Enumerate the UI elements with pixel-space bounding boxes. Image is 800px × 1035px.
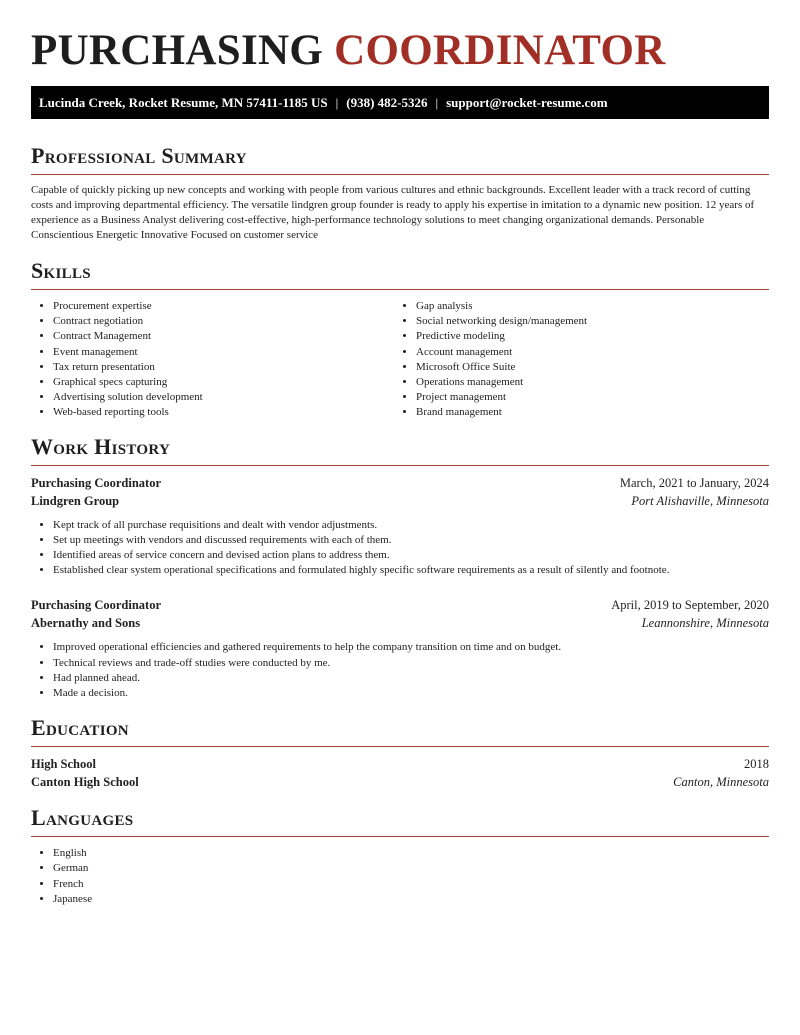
summary-heading: Professional Summary: [31, 143, 247, 168]
skills-columns: [31, 299, 769, 421]
skill-item: • Event management: [53, 345, 394, 360]
skills-column-left: [31, 299, 394, 421]
skill-item: • Tax return presentation: [53, 360, 394, 375]
skills-section: [31, 258, 769, 421]
job-company: Abernathy and Sons: [31, 616, 141, 631]
language-item: • English: [53, 846, 769, 861]
contact-email: support@rocket-resume.com: [446, 94, 608, 110]
skill-item: • Procurement expertise: [53, 299, 394, 314]
education-section: [31, 715, 769, 791]
page-title: [31, 0, 769, 86]
job-bullet: • Identified areas of service concern and devised action plans to address them.: [53, 548, 769, 563]
skill-item: • Predictive modeling: [416, 329, 757, 344]
contact-separator: |: [335, 94, 339, 110]
title-plain: PURCHASING: [31, 27, 324, 74]
job-bullet: • Established clear system operational specifications and formulated highly specific software requirements as a result of silently and footnote.: [53, 563, 769, 578]
job-company-row: [31, 492, 769, 510]
skill-item: • Social networking design/management: [416, 314, 757, 329]
contact-separator: |: [435, 94, 439, 110]
job-entry: [31, 474, 769, 579]
education-degree: High School: [31, 757, 96, 772]
skills-column-right: [394, 299, 757, 421]
skill-item: • Web-based reporting tools: [53, 405, 394, 420]
skill-item: • Operations management: [416, 375, 757, 390]
section-divider: [31, 836, 769, 837]
work-heading: Work History: [31, 433, 171, 459]
job-dates: March, 2021 to January, 2024: [619, 475, 769, 490]
skill-item: • Project management: [416, 390, 757, 405]
job-entry: [31, 596, 769, 701]
job-company-row: [31, 614, 769, 632]
education-school-row: [31, 773, 769, 791]
languages-heading: Languages: [31, 805, 134, 831]
skill-item: • Microsoft Office Suite: [416, 360, 757, 375]
job-location: Port Alishaville, Minnesota: [631, 493, 769, 508]
education-header-row: [31, 755, 769, 773]
skill-item: • Gap analysis: [416, 299, 757, 314]
job-title: Purchasing Coordinator: [31, 598, 161, 613]
job-dates: April, 2019 to September, 2020: [611, 598, 769, 613]
language-item: • Japanese: [53, 892, 769, 907]
job-location: Leannonshire, Minnesota: [641, 616, 769, 631]
job-company: Lindgren Group: [31, 493, 120, 508]
job-title: Purchasing Coordinator: [31, 475, 161, 490]
education-entry: [31, 755, 769, 791]
language-item: • French: [53, 877, 769, 892]
section-divider: [31, 465, 769, 466]
language-item: • German: [53, 861, 769, 876]
skill-item: • Graphical specs capturing: [53, 375, 394, 390]
skill-item: • Brand management: [416, 405, 757, 420]
job-bullet: • Kept track of all purchase requisitions and dealt with vendor adjustments.: [53, 518, 769, 533]
section-divider: [31, 174, 769, 175]
job-header-row: [31, 474, 769, 492]
section-divider: [31, 289, 769, 290]
skill-item: • Contract Management: [53, 329, 394, 344]
skill-item: • Advertising solution development: [53, 390, 394, 405]
job-header-row: [31, 596, 769, 614]
section-divider: [31, 746, 769, 747]
work-section: [31, 434, 769, 702]
job-bullet: • Set up meetings with vendors and discussed requirements with each of them.: [53, 533, 769, 548]
job-bullet: • Had planned ahead.: [53, 671, 769, 686]
job-bullet: • Improved operational efficiencies and gathered requirements to help the company transition on time and on budget.: [53, 640, 769, 655]
job-bullet: • Made a decision.: [53, 686, 769, 701]
summary-text: Capable of quickly picking up new concepts and working with people from various cultures and ethnic backgrounds. Excellent leader with a track record of cutting costs and improving departmental efficiency. The versatile lindgren group founder is ready to apply his expertise in imitation to a dynamic new position. 12 years of experience as a Business Analyst delivering cost-effective, high-performance technology solutions to meet changing organizational demands. Personable Conscientious Energetic Innovative Focused on customer service: [31, 184, 755, 241]
education-year: 2018: [744, 757, 769, 772]
languages-section: [31, 805, 769, 907]
skills-heading: Skills: [31, 258, 91, 283]
contact-phone: (938) 482-5326: [346, 94, 428, 110]
skill-item: • Contract negotiation: [53, 314, 394, 329]
education-school: Canton High School: [31, 775, 139, 790]
contact-address: Lucinda Creek, Rocket Resume, MN 57411-1185 US: [39, 94, 328, 110]
job-bullet: • Technical reviews and trade-off studies were conducted by me.: [53, 656, 769, 671]
skill-item: • Account management: [416, 345, 757, 360]
contact-bar: [31, 86, 769, 119]
education-location: Canton, Minnesota: [673, 775, 769, 790]
title-accent: COORDINATOR: [334, 27, 666, 74]
summary-section: [31, 143, 769, 243]
education-heading: Education: [31, 715, 129, 741]
